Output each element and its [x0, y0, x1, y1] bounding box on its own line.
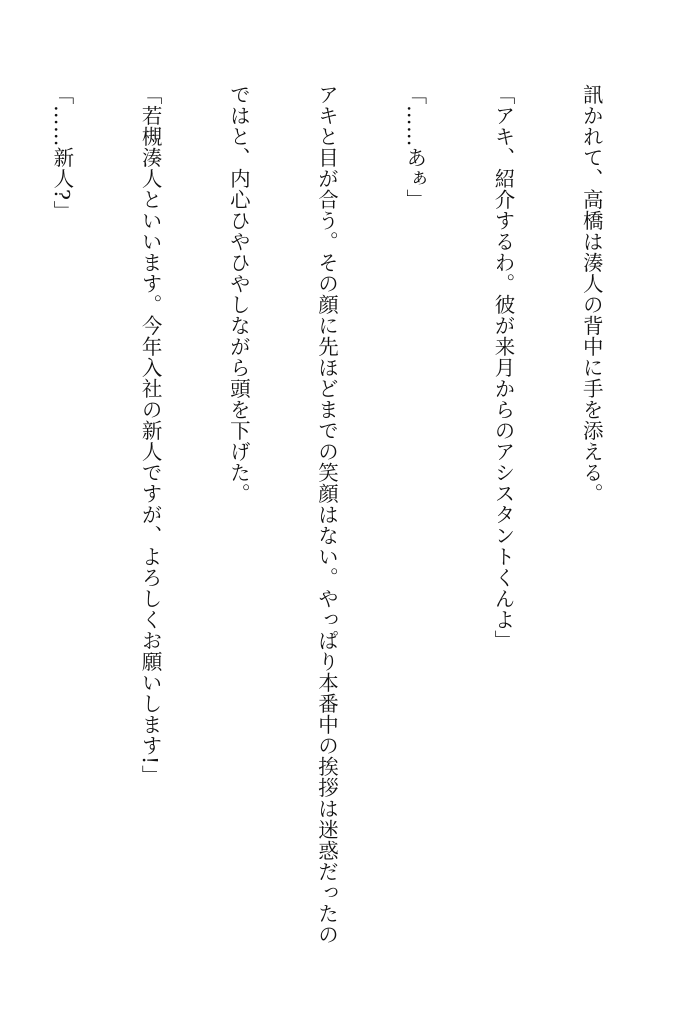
- vertical-text-body: [0, 84, 664, 964]
- text-line-4: アキと目が合う。その顔に先ほどまでの笑顔はない。やっぱり本番中の挨拶は迷惑だったの: [314, 84, 339, 945]
- text-line-7: 「……新人?」: [49, 84, 74, 222]
- text-line-6: 「若槻湊人といいます。今年入社の新人ですが、よろしくお願いします!」: [138, 84, 163, 786]
- text-line-3: 「……あぁ」: [402, 84, 427, 210]
- text-line-5: ではと、内心ひやひやしながら頭を下げた。: [226, 84, 251, 504]
- text-line-2: 「アキ、紹介するわ。彼が来月からのアシスタントくんよ」: [490, 84, 515, 651]
- text-line-1: 訊かれて、高橋は湊人の背中に手を添える。: [579, 84, 604, 504]
